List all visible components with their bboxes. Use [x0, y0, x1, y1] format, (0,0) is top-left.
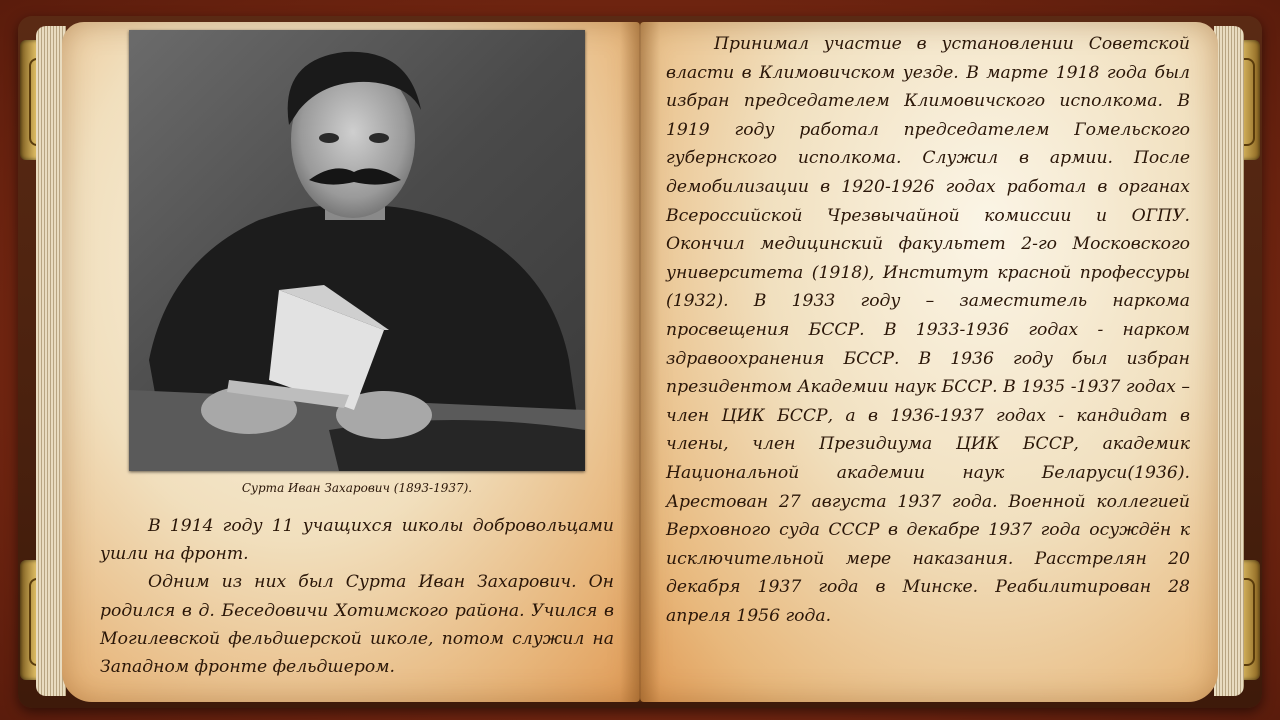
paragraph: Принимал участие в установлении Советской власти в Климовичском уезде. В марте 1918 года был избран председателем Климовичского исполкома. В 1919 году работал председателем Гомельского губернского исполкома. Служил в армии. После демобилизации в 1920-1926 годах работал в органах Всероссийской Чрезвычайной комиссии и ОГПУ. Окончил медицинский факультет 2-го Московского университета (1918), Институт красной профессуры (1932). В 1933 году – заместитель наркома просвещения БССР. В 1933-1936 годах - нарком здравоохранения БССР. В 1936 году был избран президентом Академии наук БССР. В 1935 -1937 годах – член ЦИК БССР, а в 1936-1937 годах - кандидат в члены, член Президиума ЦИК БССР, академик Национальной академии наук Беларуси(1936). Арестован 27 августа 1937 года. Военной коллегией Верховного суда СССР в декабре 1937 года осуждён к исключительной мере наказания. Расстрелян 20 декабря 1937 года в Минске. Реабилитирован 28 апреля 1956 года. — [666, 34, 1190, 626]
paragraph: В 1914 году 11 учащихся школы добровольцами ушли на фронт. — [100, 516, 614, 565]
portrait-illustration — [129, 30, 585, 471]
left-page-text — [100, 512, 614, 681]
right-page-text — [666, 30, 1190, 630]
book-gutter — [620, 22, 660, 702]
right-page-edges — [1214, 26, 1244, 696]
portrait-photo — [129, 30, 585, 471]
paragraph: Одним из них был Сурта Иван Захарович. Он родился в д. Беседовичи Хотимского района. Учился в Могилевской фельдшерской школе, потом служил на Западном фронте фельдшером. — [100, 572, 614, 678]
photo-caption: Сурта Иван Захарович (1893-1937). — [241, 481, 473, 495]
